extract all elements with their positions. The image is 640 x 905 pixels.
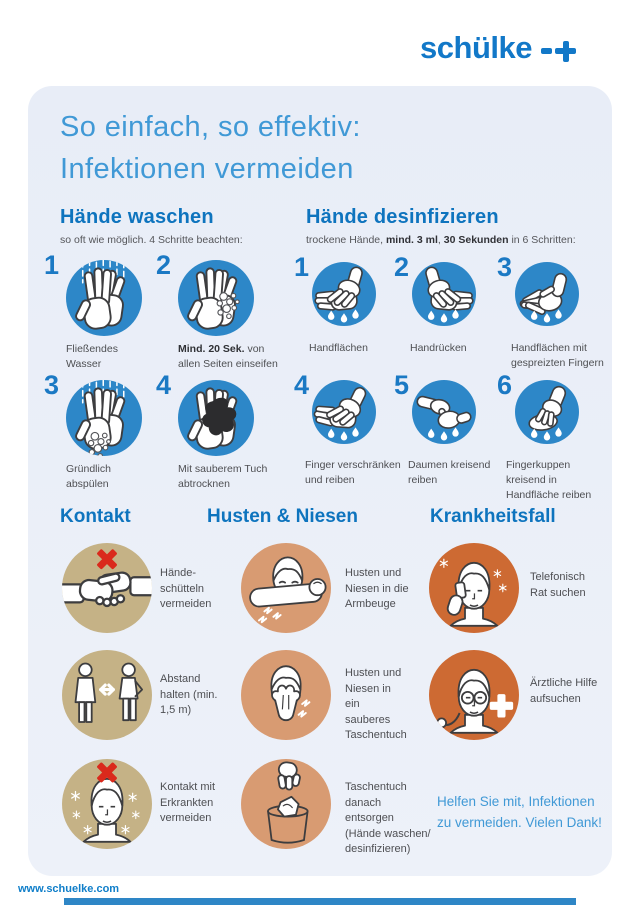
- wash-heading: Hände waschen: [60, 206, 214, 228]
- wash-step-4-number: 4: [156, 370, 172, 400]
- cough-heading: Husten & Niesen: [207, 506, 358, 527]
- logo-dash-plus-icon: [541, 41, 576, 62]
- back-of-hands-icon: [412, 262, 476, 326]
- disinfect-step-5-number: 5: [394, 370, 410, 400]
- disinfect-step-4-caption: Finger verschränken und reiben: [305, 459, 401, 486]
- interlocked-fingers-icon: [312, 380, 376, 444]
- cough-item-2-label: Husten und Niesen in ein sauberes Taschentuch: [345, 667, 407, 741]
- disinfect-step-2-caption: Handrücken: [410, 342, 467, 354]
- contact-item-1-label: Hände-schütteln vermeiden: [160, 567, 212, 610]
- avoid-sick-contact-icon: [62, 759, 152, 849]
- contact-heading: Kontakt: [60, 506, 131, 527]
- rinsing-hands-icon: [66, 380, 142, 456]
- wash-subtitle: so oft wie möglich. 4 Schritte beachten:: [60, 234, 243, 246]
- illness-heading: Krankheitsfall: [430, 506, 556, 527]
- schuelke-logo: [420, 30, 576, 66]
- wash-step-1-caption: Fließendes Wasser: [66, 343, 118, 370]
- disinfect-step-3-caption: Handflächen mit gespreizten Fingern: [511, 342, 604, 369]
- hands-under-running-water-icon: [66, 260, 142, 336]
- spread-fingers-icon: [515, 262, 579, 326]
- soaping-hands-icon: [178, 260, 254, 336]
- bottom-accent-bar: [64, 898, 576, 905]
- illness-item-1-label: Telefonisch Rat suchen: [530, 571, 586, 599]
- drying-hands-towel-icon: [178, 380, 254, 456]
- thumb-rubbing-icon: [412, 380, 476, 444]
- cough-item-1-label: Husten und Niesen in die Armbeuge: [345, 567, 409, 610]
- disinfect-step-5-caption: Daumen kreisend reiben: [408, 459, 491, 486]
- cough-into-tissue-icon: [241, 650, 331, 740]
- contact-item-2-label: Abstand halten (min. 1,5 m): [160, 673, 218, 716]
- contact-item-3-label: Kontakt mit Erkrankten vermeiden: [160, 781, 216, 824]
- cough-item-3-label: Taschentuch danach entsorgen (Hände waschen/ desinfizieren): [345, 781, 431, 855]
- seek-doctor-icon: [429, 650, 519, 740]
- thanks-line1: Helfen Sie mit, Infektionen: [437, 794, 595, 809]
- disinfect-step-6-number: 6: [497, 370, 513, 400]
- disinfect-heading: Hände desinfizieren: [306, 206, 499, 228]
- page-title-line2: Infektionen vermeiden: [60, 153, 354, 185]
- page-title: [60, 106, 361, 190]
- disinfect-step-6-caption: Fingerkuppen kreisend in Handfläche reiben: [506, 459, 592, 501]
- fingertips-in-palm-icon: [515, 380, 579, 444]
- wash-step-2-caption: Mind. 20 Sek. von allen Seiten einseifen: [178, 343, 278, 370]
- dispose-tissue-icon: [241, 759, 331, 849]
- page-title-line1: So einfach, so effektiv:: [60, 111, 361, 143]
- thanks-note: [437, 791, 615, 833]
- disinfect-step-3-number: 3: [497, 252, 513, 282]
- no-handshake-icon: [62, 543, 152, 633]
- wash-step-3-number: 3: [44, 370, 60, 400]
- disinfect-subtitle: trockene Hände, mind. 3 ml, 30 Sekunden in 6 Schritten:: [306, 234, 576, 246]
- illness-item-2-label: Ärztliche Hilfe aufsuchen: [530, 677, 598, 705]
- disinfect-step-1-caption: Handflächen: [309, 342, 368, 354]
- disinfect-step-1-number: 1: [294, 252, 310, 282]
- disinfect-step-2-number: 2: [394, 252, 410, 282]
- footer-link[interactable]: www.schuelke.com: [18, 883, 120, 895]
- logo-wordmark: schülke: [420, 30, 532, 65]
- phone-advice-icon: [429, 543, 519, 633]
- cough-into-elbow-icon: [241, 543, 331, 633]
- wash-step-2-number: 2: [156, 250, 172, 280]
- palms-rubbing-icon: [312, 262, 376, 326]
- thanks-line2: zu vermeiden. Vielen Dank!: [437, 815, 602, 830]
- wash-step-1-number: 1: [44, 250, 60, 280]
- disinfect-step-4-number: 4: [294, 370, 310, 400]
- wash-step-3-caption: Gründlich abspülen: [66, 463, 111, 490]
- keep-distance-icon: [62, 650, 152, 740]
- wash-step-4-caption: Mit sauberem Tuch abtrocknen: [178, 463, 268, 490]
